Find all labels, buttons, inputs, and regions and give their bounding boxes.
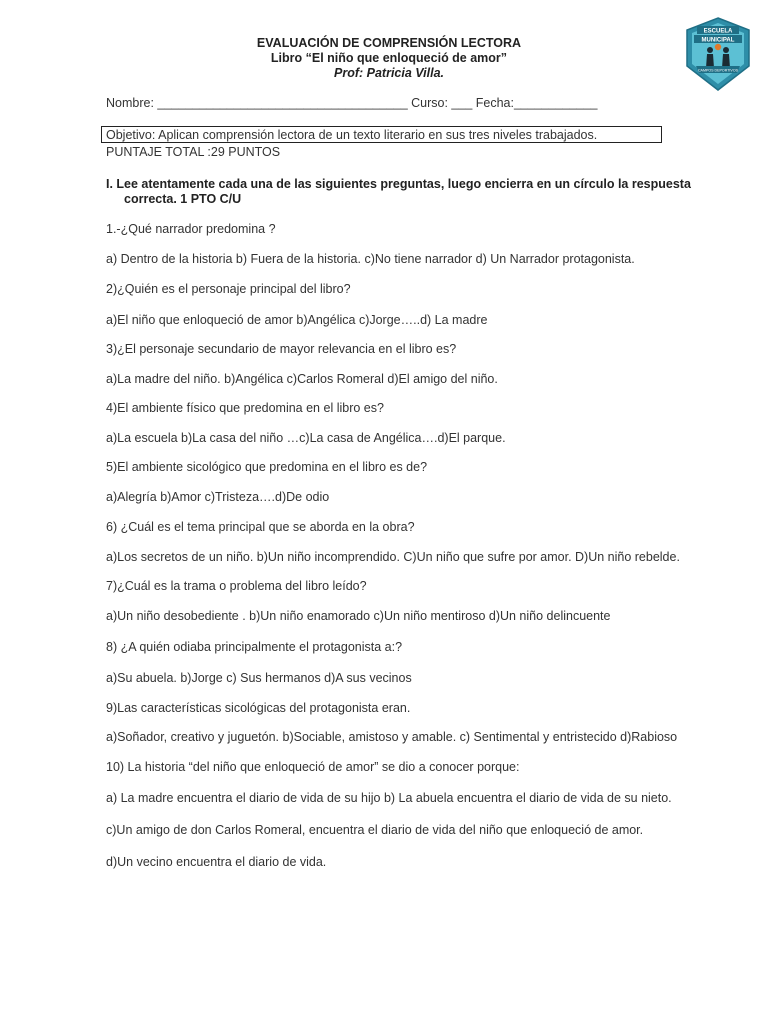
logo-ribbon-text: CAMPOS DEPORTIVOS bbox=[697, 68, 739, 73]
question-8: 8) ¿A quién odiaba principalmente el protagonista a:? bbox=[106, 640, 403, 654]
question-9: 9)Las características sicológicas del protagonista eran. bbox=[106, 701, 411, 715]
answers-5: a)Alegría b)Amor c)Tristeza….d)De odio bbox=[106, 490, 330, 504]
answers-4: a)La escuela b)La casa del niño …c)La casa de Angélica….d)El parque. bbox=[106, 431, 506, 445]
teacher-name: Prof: Patricia Villa. bbox=[334, 66, 444, 80]
answers-2: a)El niño que enloqueció de amor b)Angélica c)Jorge…..d) La madre bbox=[106, 313, 488, 327]
question-4: 4)El ambiente físico que predomina en el libro es? bbox=[106, 401, 384, 415]
objective-box bbox=[101, 126, 662, 143]
question-6: 6) ¿Cuál es el tema principal que se aborda en la obra? bbox=[106, 520, 415, 534]
answers-7: a)Un niño desobediente . b)Un niño enamorado c)Un niño mentiroso d)Un niño delincuente bbox=[106, 609, 611, 623]
answer-10-d: d)Un vecino encuentra el diario de vida. bbox=[106, 855, 327, 869]
document-title: EVALUACIÓN DE COMPRENSIÓN LECTORA bbox=[256, 36, 522, 50]
answers-8: a)Su abuela. b)Jorge c) Sus hermanos d)A sus vecinos bbox=[106, 671, 412, 685]
question-5: 5)El ambiente sicológico que predomina en el libro es de? bbox=[106, 460, 428, 474]
school-logo bbox=[683, 16, 753, 92]
book-title: Libro “El niño que enloqueció de amor” bbox=[270, 51, 508, 65]
logo-top-text: ESCUELA bbox=[703, 28, 733, 35]
question-3: 3)¿El personaje secundario de mayor relevancia en el libro es? bbox=[106, 342, 457, 356]
question-2: 2)¿Quién es el personaje principal del libro? bbox=[106, 282, 351, 296]
question-7: 7)¿Cuál es la trama o problema del libro leído? bbox=[106, 579, 367, 593]
student-info-line: Nombre: ____________________________________ Curso: ___ Fecha:____________ bbox=[106, 96, 598, 110]
question-1: 1.-¿Qué narrador predomina ? bbox=[106, 222, 276, 236]
instructions-line-1: I. Lee atentamente cada una de las siguientes preguntas, luego encierra en un círculo la respuesta bbox=[106, 177, 691, 191]
logo-main-text: MUNICIPAL bbox=[701, 37, 735, 44]
answers-1: a) Dentro de la historia b) Fuera de la historia. c)No tiene narrador d) Un Narrador protagonista. bbox=[106, 252, 635, 266]
answers-3: a)La madre del niño. b)Angélica c)Carlos Romeral d)El amigo del niño. bbox=[106, 372, 498, 386]
question-10: 10) La historia “del niño que enloqueció de amor” se dio a conocer porque: bbox=[106, 760, 520, 774]
total-score: PUNTAJE TOTAL :29 PUNTOS bbox=[106, 145, 281, 159]
answer-10-c: c)Un amigo de don Carlos Romeral, encuentra el diario de vida del niño que enloqueció de amor. bbox=[106, 823, 644, 837]
objective-text: Objetivo: Aplican comprensión lectora de un texto literario en sus tres niveles trabajados. bbox=[106, 128, 598, 142]
instructions-line-2: correcta. 1 PTO C/U bbox=[124, 192, 242, 206]
answers-6: a)Los secretos de un niño. b)Un niño incomprendido. C)Un niño que sufre por amor. D)Un niño rebelde. bbox=[106, 550, 680, 564]
answer-10-a-b: a) La madre encuentra el diario de vida de su hijo b) La abuela encuentra el diario de vida de su nieto. bbox=[106, 791, 672, 805]
answers-9: a)Soñador, creativo y juguetón. b)Sociable, amistoso y amable. c) Sentimental y entristecido d)Rabioso bbox=[106, 730, 678, 744]
